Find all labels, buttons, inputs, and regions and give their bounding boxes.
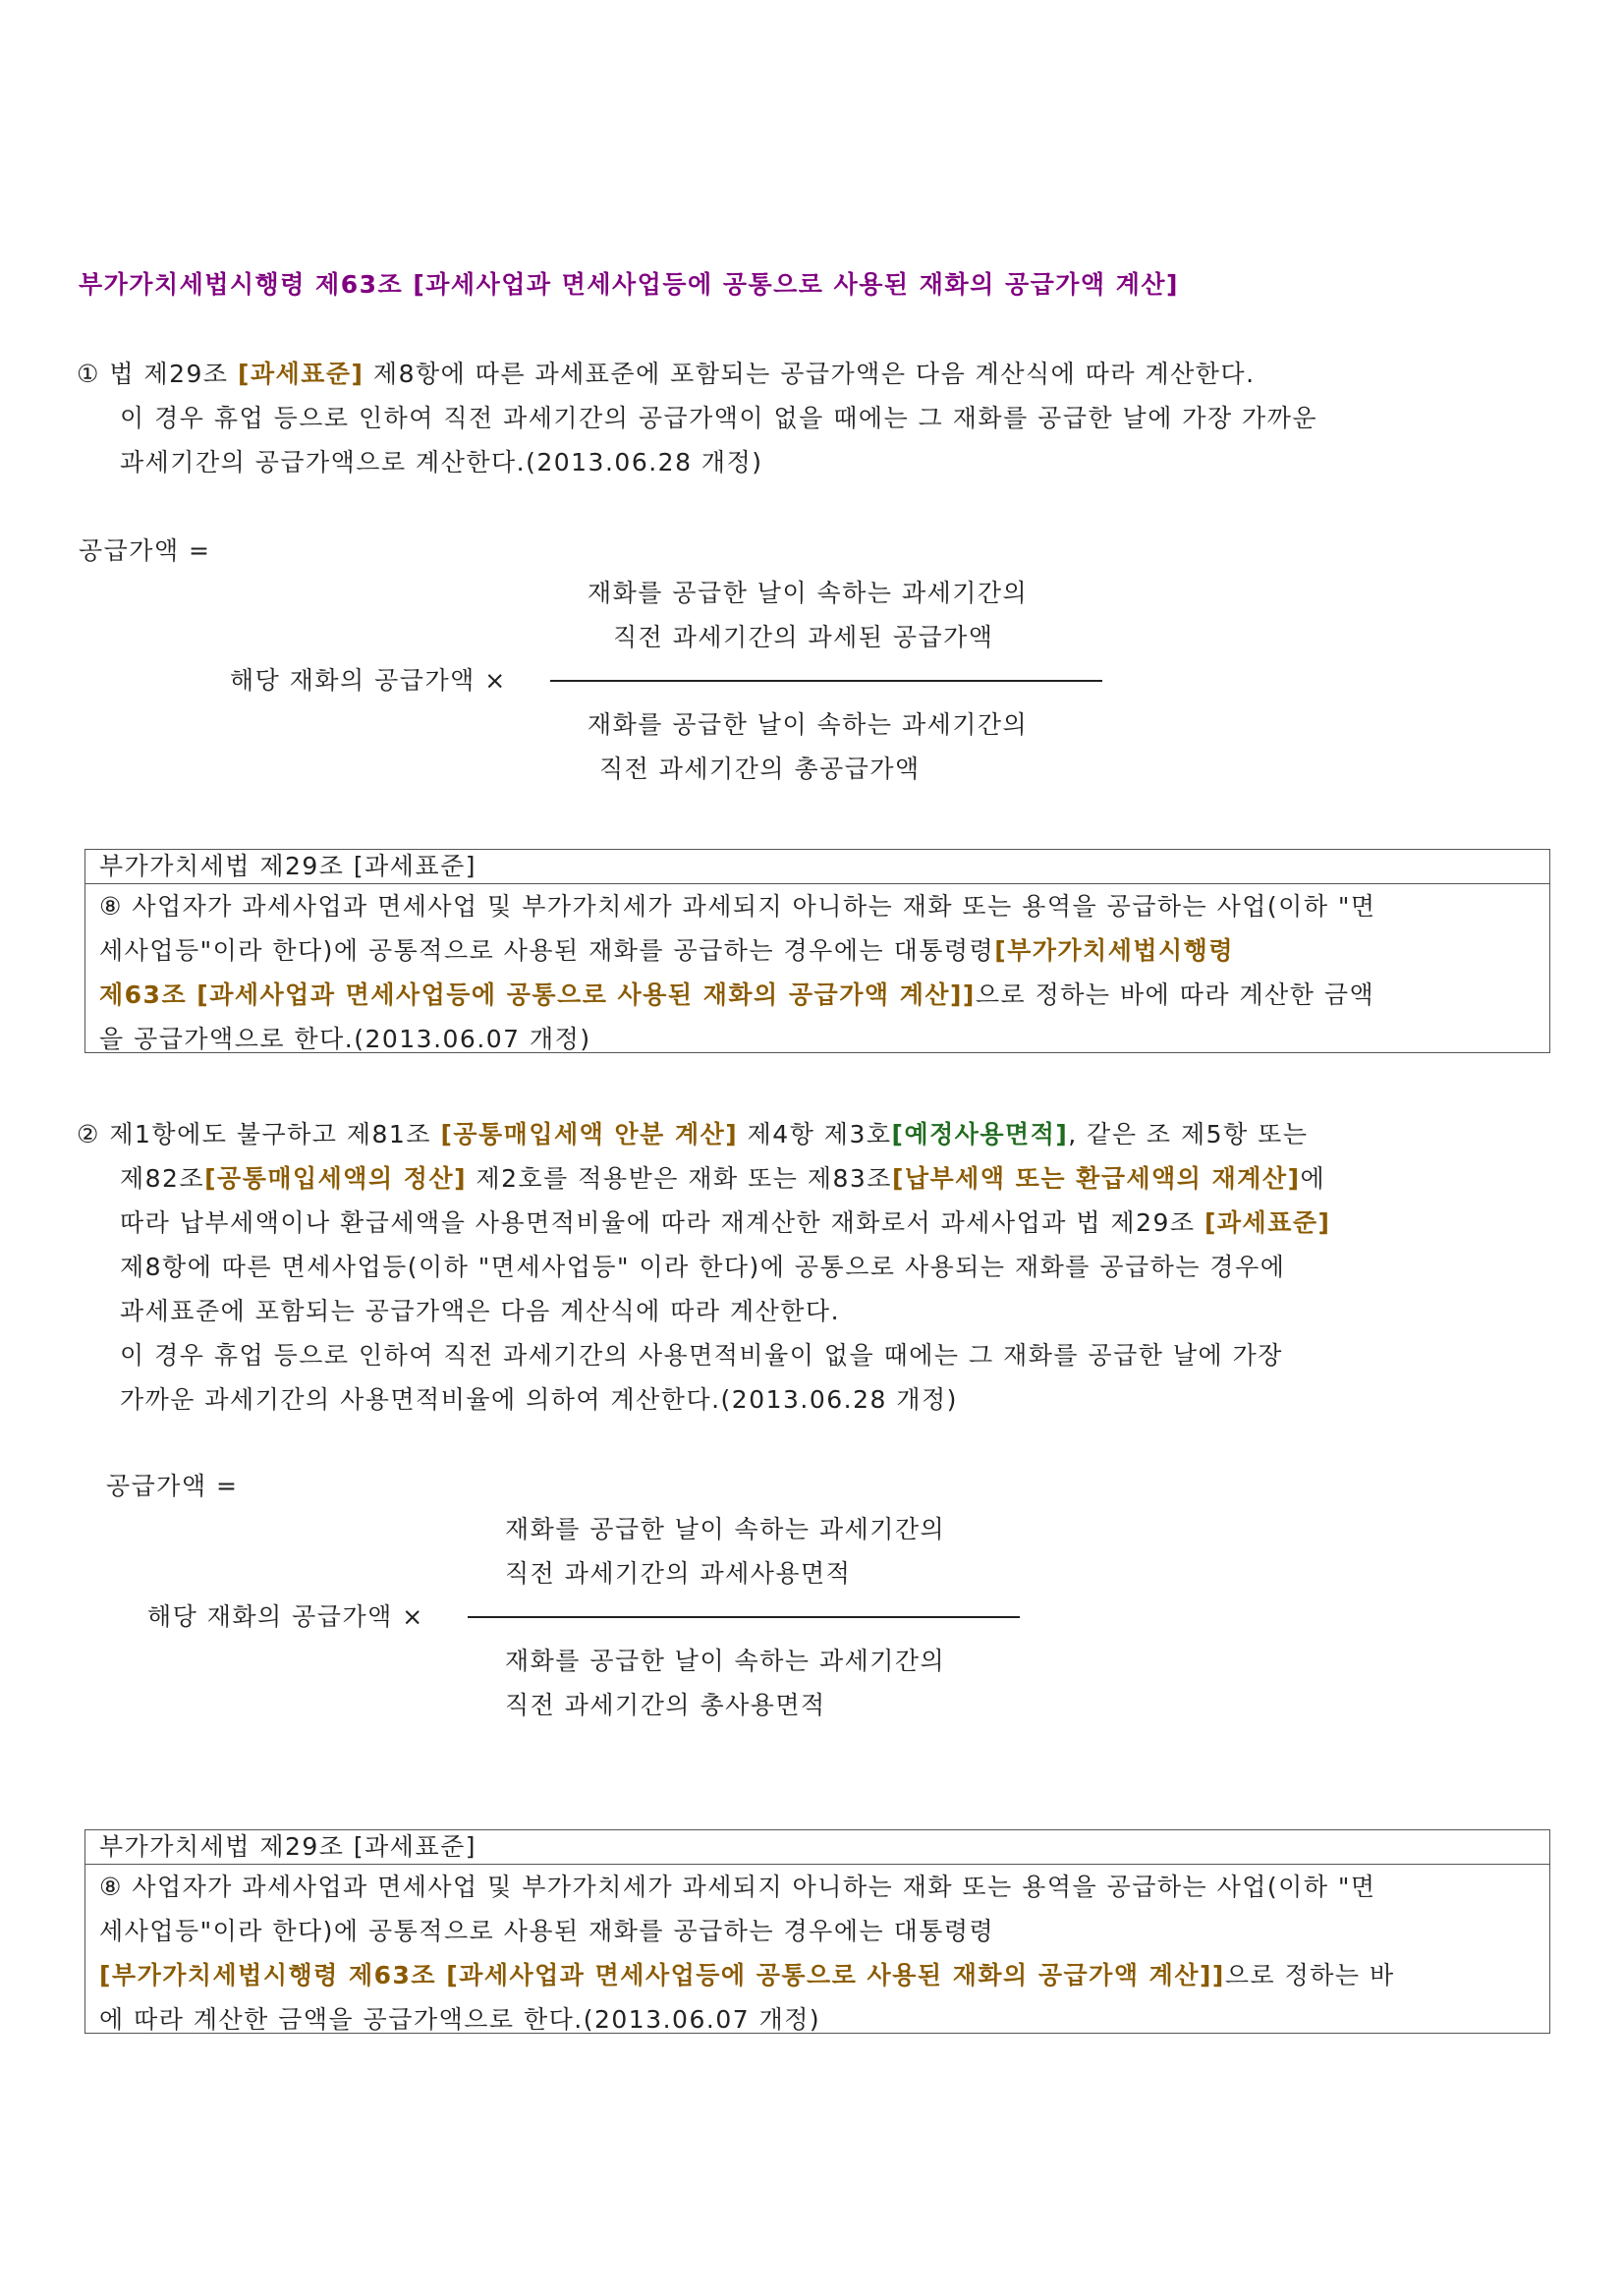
text-span: 세사업등"이라 한다)에 공통적으로 사용된 재화를 공급하는 경우에는 대통령령 [99,936,995,965]
section-2-line-4: 제8항에 따른 면세사업등(이하 "면세사업등" 이라 한다)에 공통으로 사용되는 재화를 공급하는 경우에 [120,1253,1286,1281]
formula-2-denominator-line-1: 재화를 공급한 날이 속하는 과세기간의 [505,1647,946,1675]
formula-1-denominator-line-2: 직전 과세기간의 총공급가액 [599,755,921,783]
formula-1-numerator-line-2: 직전 과세기간의 과세된 공급가액 [613,623,994,651]
formula-2-denominator-line-2: 직전 과세기간의 총사용면적 [505,1691,826,1719]
reference-box-2-line-2: 세사업등"이라 한다)에 공통적으로 사용된 재화를 공급하는 경우에는 대통령령 [99,1917,995,1945]
section-1-line-3: 과세기간의 공급가액으로 계산한다.(2013.06.28 개정) [120,448,763,476]
reference-box-1-line-3 [99,973,1549,1017]
ref-link-decree-63-part-2[interactable]: 제63조 [과세사업과 면세사업등에 공통으로 사용된 재화의 공급가액 계산]] [99,980,976,1009]
circled-number-2: ② [77,1120,100,1148]
text-span: 제82조 [120,1164,205,1193]
formula-1-fraction-bar [550,680,1102,682]
reference-box-2-body [85,1865,1549,2042]
text-span: 제2호를 적용받은 재화 또는 제83조 [467,1164,892,1193]
ref-link-planned-use-area[interactable]: [예정사용면적] [891,1120,1069,1148]
text-span: 따라 납부세액이나 환급세액을 사용면적비율에 따라 재계산한 재화로서 과세사업과 법 제29조 [120,1208,1204,1237]
section-2-line-3 [77,1201,1550,1245]
section-2 [77,1112,1550,1422]
text-span: 으로 정하는 바에 따라 계산한 금액 [975,980,1375,1009]
document-title: 부가가치세법시행령 제63조 [과세사업과 면세사업등에 공통으로 사용된 재화의 공급가액 계산] [79,270,1179,299]
formula-1-denominator-line-1: 재화를 공급한 날이 속하는 과세기간의 [588,710,1029,739]
text-span: 제1항에도 불구하고 제81조 [109,1120,441,1148]
reference-box-1-line-1: ⑧ 사업자가 과세사업과 면세사업 및 부가가치세가 과세되지 아니하는 재화 또는 용역을 공급하는 사업(이하 "면 [99,892,1376,921]
formula-2-numerator-line-1: 재화를 공급한 날이 속하는 과세기간의 [505,1515,946,1543]
formula-2-label: 공급가액 = [106,1472,239,1500]
reference-box-1-line-2 [99,928,1549,973]
text-span: 에 [1300,1164,1326,1193]
ref-link-common-input-tax-allocation[interactable]: [공통매입세액 안분 계산] [440,1120,739,1148]
ref-link-tax-base[interactable]: [과세표준] [238,360,364,388]
text-span: , 같은 조 제5항 또는 [1068,1120,1309,1148]
text-span: 제8항에 따른 과세표준에 포함되는 공급가액은 다음 계산식에 따라 계산한다. [364,360,1256,388]
text-span: 법 제29조 [109,360,239,388]
section-2-line-6: 이 경우 휴업 등으로 인하여 직전 과세기간의 사용면적비율이 없을 때에는 그 재화를 공급한 날에 가장 [120,1341,1283,1370]
reference-box-2-line-3 [99,1953,1549,1997]
formula-1-label: 공급가액 = [79,536,211,565]
reference-box-2 [84,1829,1550,2034]
ref-link-recalculation[interactable]: [납부세액 또는 환급세액의 재계산] [891,1164,1301,1193]
ref-link-common-input-tax-settlement[interactable]: [공통매입세액의 정산] [204,1164,468,1193]
text-span: 제4항 제3호 [738,1120,892,1148]
reference-box-2-line-4: 에 따라 계산한 금액을 공급가액으로 한다.(2013.06.07 개정) [99,2005,821,2034]
section-1-line-1 [77,352,1550,396]
reference-box-1-line-4: 을 공급가액으로 한다.(2013.06.07 개정) [99,1025,591,1053]
ref-link-decree-63-part-1[interactable]: [부가가치세법시행령 [994,936,1234,965]
section-2-line-7: 가까운 과세기간의 사용면적비율에 의하여 계산한다.(2013.06.28 개정) [120,1385,958,1414]
formula-2-fraction-bar [468,1616,1020,1618]
text-span: 으로 정하는 바 [1224,1961,1395,1989]
formula-2-numerator-line-2: 직전 과세기간의 과세사용면적 [505,1559,852,1588]
section-2-line-2 [77,1156,1550,1201]
reference-box-2-header: 부가가치세법 제29조 [과세표준] [85,1830,1549,1865]
circled-number-1: ① [77,360,100,388]
section-2-line-1 [77,1112,1550,1156]
section-1 [77,352,1550,484]
ref-link-tax-base-2[interactable]: [과세표준] [1204,1208,1331,1237]
formula-1-lhs: 해당 재화의 공급가액 × [230,666,507,695]
reference-box-2-line-1: ⑧ 사업자가 과세사업과 면세사업 및 부가가치세가 과세되지 아니하는 재화 또는 용역을 공급하는 사업(이하 "면 [99,1873,1376,1901]
formula-2-lhs: 해당 재화의 공급가액 × [147,1602,424,1631]
reference-box-1-header: 부가가치세법 제29조 [과세표준] [85,850,1549,884]
ref-link-decree-63[interactable]: [부가가치세법시행령 제63조 [과세사업과 면세사업등에 공통으로 사용된 재화의 공급가액 계산]] [99,1961,1225,1989]
section-1-line-2: 이 경우 휴업 등으로 인하여 직전 과세기간의 공급가액이 없을 때에는 그 재화를 공급한 날에 가장 가까운 [120,404,1318,432]
reference-box-1 [84,849,1550,1053]
reference-box-1-body [85,884,1549,1061]
section-2-line-5: 과세표준에 포함되는 공급가액은 다음 계산식에 따라 계산한다. [120,1297,841,1325]
formula-1-numerator-line-1: 재화를 공급한 날이 속하는 과세기간의 [588,579,1029,607]
